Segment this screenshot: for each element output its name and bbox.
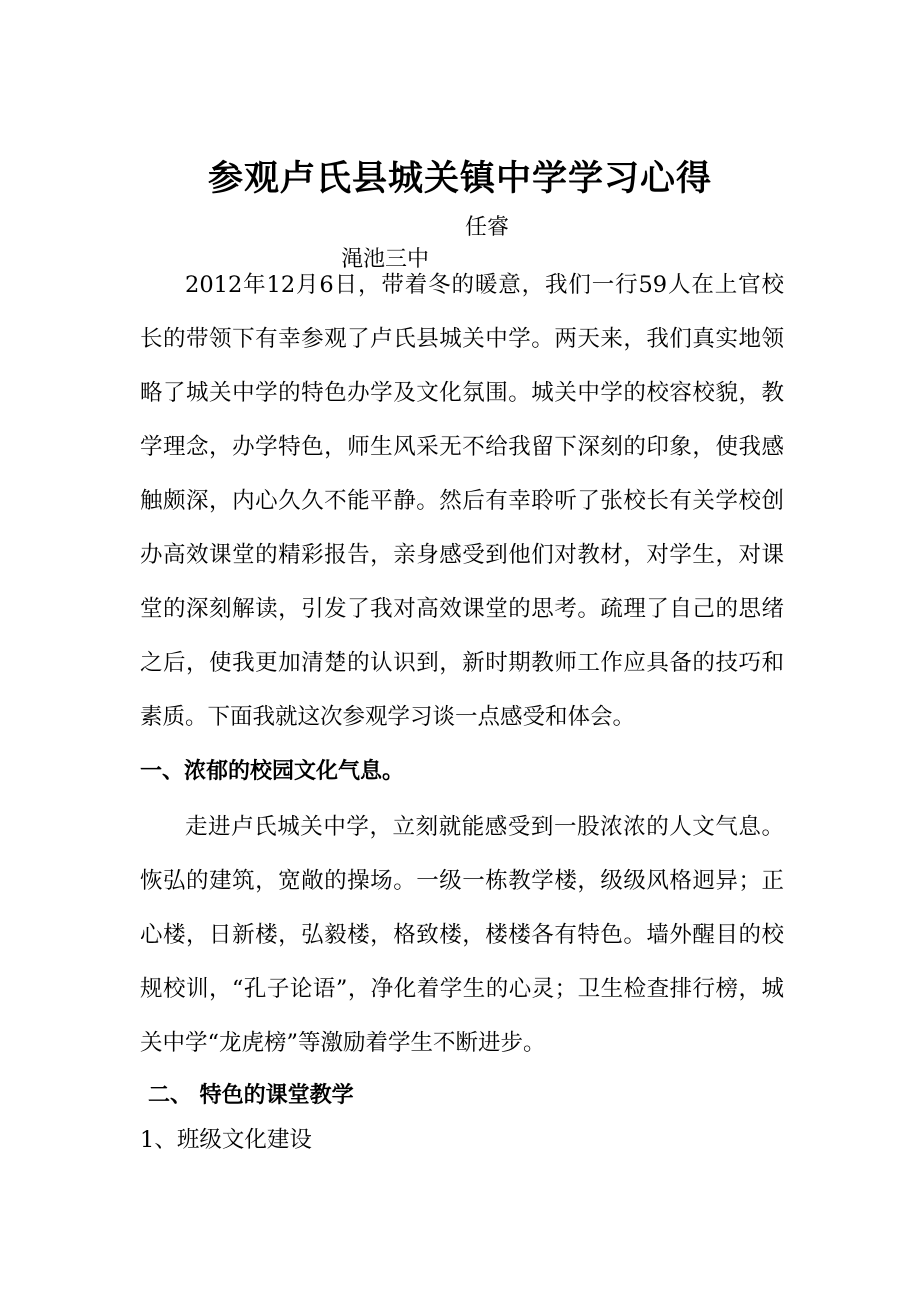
subsection-heading-1: 1、班级文化建设 — [140, 1127, 312, 1153]
section-heading-2: 二、 特色的课堂教学 — [148, 1083, 354, 1108]
section-1-paragraph: 走进卢氏城关中学，立刻就能感受到一股浓浓的人文气息。恢弘的建筑，宽敞的操场。一级一栋教学楼，级级风格迥异；正心楼，日新楼，弘毅楼，格致楼，楼楼各有特色。墙外醒目的校规校训，“孔子论语”，净化着学生的心灵；卫生检查排行榜，城关中学“龙虎榜”等激励着学生不断进步。 — [140, 814, 784, 1056]
byline-school: 渑池三中 — [340, 247, 429, 272]
section-heading-1: 一、浓郁的校园文化气息。 — [140, 759, 405, 784]
byline-author: 任睿 — [465, 215, 510, 240]
intro-paragraph: 2012年12月6日，带着冬的暖意，我们一行59人在上官校长的带领下有幸参观了卢氏县城关中学。两天来，我们真实地领略了城关中学的特色办学及文化氛围。城关中学的校容校貌，教学理念，办学特色，师生风采无不给我留下深刻的印象，使我感触颇深，内心久久不能平静。然后有幸聆听了张校长有关学校创办高效课堂的精彩报告，亲身感受到他们对教材，对学生，对课堂的深刻解读，引发了我对高效课堂的思考。疏理了自己的思绪之后，使我更加清楚的认识到，新时期教师工作应具备的技巧和素质。下面我就这次参观学习谈一点感受和体会。 — [140, 272, 784, 730]
document-title: 参观卢氏县城关镇中学学习心得 — [207, 159, 712, 200]
